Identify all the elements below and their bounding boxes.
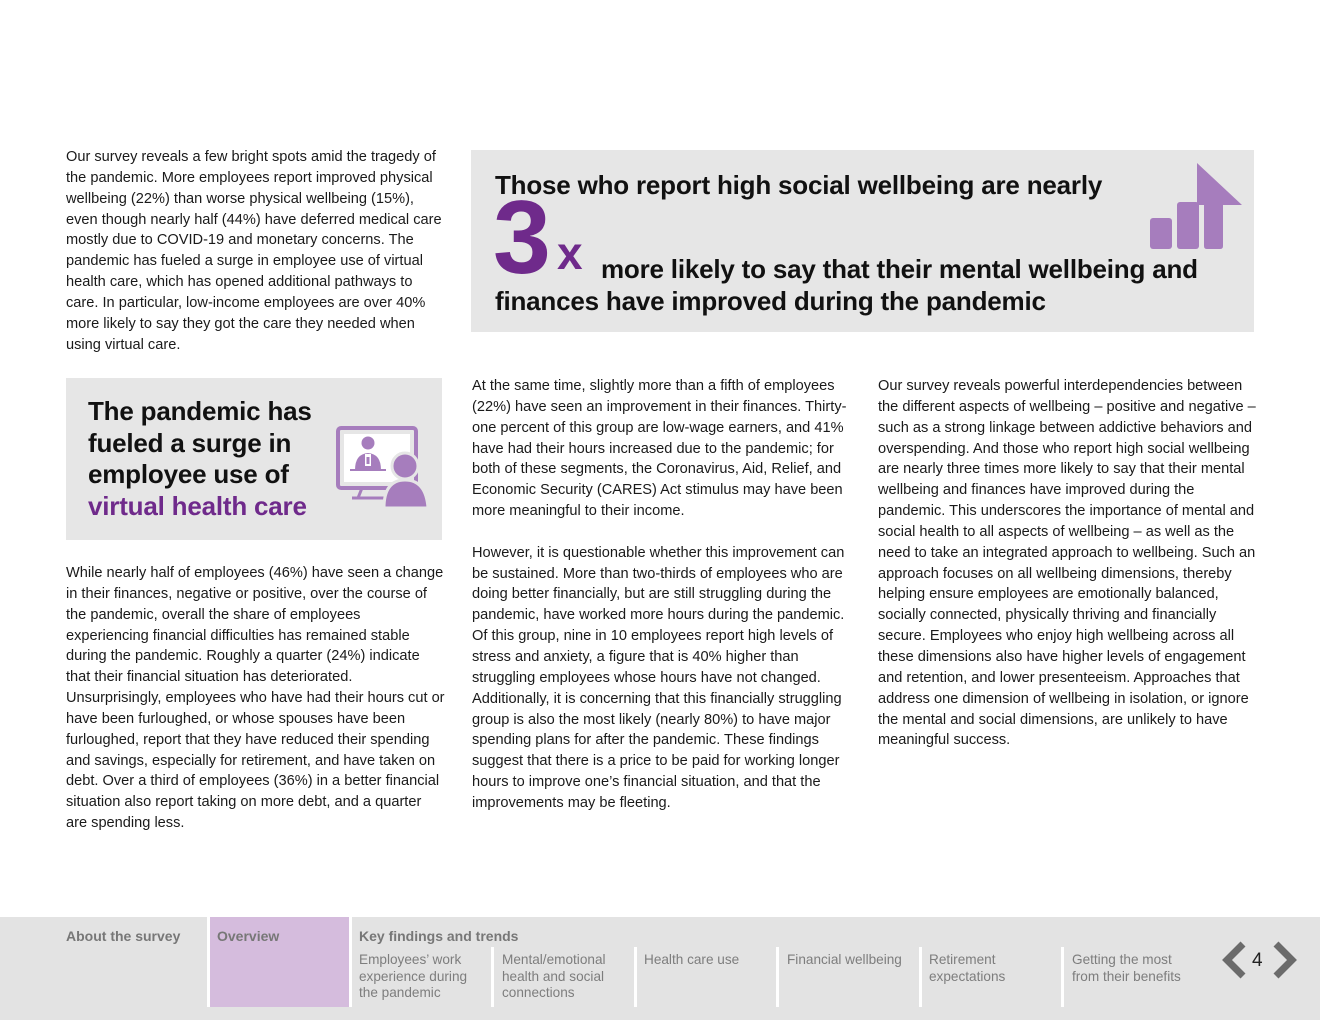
callout-virtual-line2: fueled a surge in xyxy=(88,427,292,458)
callout-virtual-line3: employee use of xyxy=(88,459,289,490)
col2-paragraph1: At the same time, slightly more than a fifth of employees (22%) have seen an improvement in their finances. Thirty-one percent of this group are low-wage earners, and 41% have had their hours increased due to the pandemic; for both of these segments, the Coronavirus, Aid, Relief, and Economic Security (CARES) Act stimulus may have been more meaningful to their income. xyxy=(472,378,847,520)
col1-paragraph1: While nearly half of employees (46%) have seen a change in their finances, negative or positive, over the course of the pandemic, overall the share of employees experiencing financial difficulties has remained stable during the pandemic. Roughly a quarter (24%) indicate that their financial situation has deteriorated. Unsurprisingly, employees who have had their hours cut or have been furloughed, or whose spouses have been furloughed, report that they have reduced their spending and savings, especially for retirement, and have taken on debt. Over a third of employees (36%) in a better financial situation also report taking on more debt, and a quarter are spending less. xyxy=(66,565,445,832)
intro-paragraph xyxy=(66,147,446,355)
nav-sub-financial-wellbeing[interactable]: Financial wellbeing xyxy=(787,952,902,967)
column-1 xyxy=(66,563,446,834)
nav-overview[interactable]: Overview xyxy=(217,928,280,944)
callout-virtual-health xyxy=(66,378,442,540)
callout-social-wellbeing xyxy=(471,150,1254,332)
nav-divider xyxy=(207,917,210,1007)
footer-nav xyxy=(0,917,1320,1020)
nav-sub-retirement[interactable]: Retirement expectations xyxy=(929,952,1006,984)
next-page-arrow-icon[interactable] xyxy=(1272,940,1300,980)
page-number: 4 xyxy=(1252,950,1263,971)
nav-divider xyxy=(634,947,637,1007)
callout-virtual-line1: The pandemic has xyxy=(88,396,312,426)
callout-virtual-heading xyxy=(88,396,338,522)
bar-chart-up-arrow-icon xyxy=(1149,160,1245,252)
nav-sub-mental-health[interactable]: Mental/emotional health and social connections xyxy=(502,952,606,1000)
col2-paragraph2: However, it is questionable whether this improvement can be sustained. More than two-thirds of employees who are doing better financially, but are still struggling during the pandemic, have worked more hours during the pandemic. Of this group, nine in 10 employees report high levels of stress and anxiety, a figure that is 40% higher than struggling employees whose hours have not changed. Additionally, it is concerning that this financially struggling group is also the most likely (nearly 80%) to have major spending plans for after the pandemic. These findings suggest that there is a price to be paid for working longer hours to improve one’s financial situation, and that the improvements may be fleeting. xyxy=(472,544,845,811)
callout-big-number: 3 xyxy=(493,180,549,296)
column-2 xyxy=(472,376,848,814)
nav-divider xyxy=(919,947,922,1007)
nav-sub-benefits[interactable]: Getting the most from their benefits xyxy=(1072,952,1181,984)
nav-sub-work-experience[interactable]: Employees’ work experience during the pandemic xyxy=(359,952,468,1000)
callout-social-line2: more likely to say that their mental wellbeing and xyxy=(601,254,1198,284)
previous-page-arrow-icon[interactable] xyxy=(1219,940,1247,980)
intro-text: Our survey reveals a few bright spots amid the tragedy of the pandemic. More employees report improved physical wellbeing (22%) than worse physical wellbeing (15%), even though nearly half (44%) have deferred medical care mostly due to COVID-19 and monetary concerns. The pandemic has fueled a surge in employee use of virtual health care, which has opened additional pathways to care. In particular, low-income employees are over 40% more likely to say they got the care they needed when using virtual care. xyxy=(66,149,442,353)
telehealth-doctor-icon xyxy=(336,426,430,508)
nav-divider xyxy=(1061,947,1064,1007)
nav-divider xyxy=(776,947,779,1007)
nav-about-survey[interactable]: About the survey xyxy=(66,928,181,944)
callout-virtual-accent: virtual health care xyxy=(88,490,307,521)
callout-social-line1: Those who report high social wellbeing are nearly xyxy=(495,170,1103,200)
nav-divider xyxy=(349,917,352,1007)
nav-key-findings[interactable]: Key findings and trends xyxy=(359,928,519,944)
callout-social-line3: finances have improved during the pandemic xyxy=(495,286,1046,316)
nav-sub-health-care-use[interactable]: Health care use xyxy=(644,952,740,967)
col3-paragraph1: Our survey reveals powerful interdependencies between the different aspects of wellbeing – positive and negative – such as a strong linkage between addictive behaviors and overspending. And those who report high social wellbeing are nearly three times more likely to say that their mental wellbeing and finances have improved during the pandemic. This underscores the importance of mental and social health to all aspects of wellbeing – as well as the need to take an integrated approach to wellbeing. Such an approach focuses on all wellbeing dimensions, thereby helping ensure employees are emotionally balanced, socially connected, physically thriving and financially secure. Employees who enjoy high wellbeing across all these dimensions also have higher levels of engagement and retention, and lower presenteeism. Approaches that address one dimension of wellbeing in isolation, or ignore the mental and social dimensions, are unlikely to have meaningful success. xyxy=(878,378,1256,749)
nav-divider xyxy=(491,947,494,1007)
column-3 xyxy=(878,376,1256,751)
callout-big-suffix: x xyxy=(557,227,583,279)
